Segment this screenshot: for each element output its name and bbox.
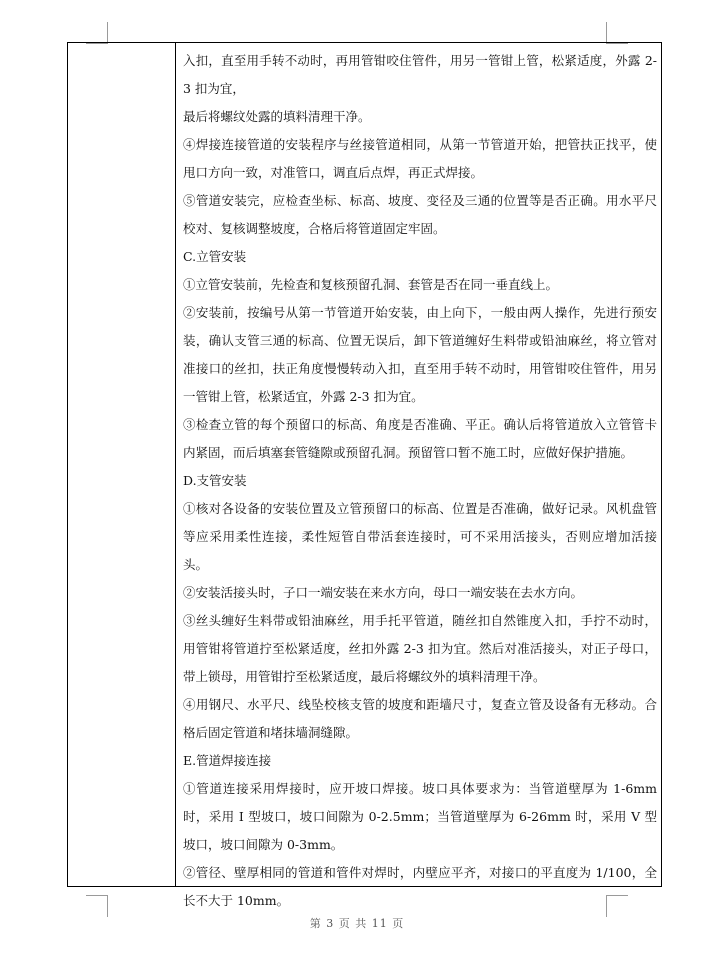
paragraph: ②安装前，按编号从第一节管道开始安装，由上向下，一般由两人操作，先进行预安装，确认支管三通的标高、位置无误后，卸下管道缠好生料带或铅油麻丝，将立管对准接口的丝扣，扶正角度慢慢转动入扣，直至用手转不动时，用管钳咬住管件，用另一管钳上管，松紧适宜，外露 2-3 扣为宜。 [183, 305, 657, 404]
paragraph: 入扣，直至用手转不动时，再用管钳咬住管件，用另一管钳上管，松紧适度，外露 2-3 扣为宜， [183, 53, 657, 96]
paragraph: ①管道连接采用焊接时，应开坡口焊接。坡口具体要求为：当管道壁厚为 1-6mm 时，采用 I 型坡口，坡口间隙为 0-2.5mm；当管道壁厚为 6-26mm 时，采用 V 型坡口，坡口间隙为 0-3mm。 [183, 781, 657, 852]
table-content-cell [183, 47, 657, 915]
section-heading: D.支管安装 [183, 473, 247, 488]
paragraph: ②管径、壁厚相同的管道和管件对焊时，内壁应平齐，对接口的平直度为 1/100，全长不大于 10mm。 [183, 865, 657, 908]
paragraph: ③检查立管的每个预留口的标高、角度是否准确、平正。确认后将管道放入立管管卡内紧固，而后填塞套管缝隙或预留孔洞。预留管口暂不施工时，应做好保护措施。 [183, 417, 657, 460]
table-left-cell [68, 43, 176, 886]
crop-mark-bottom-left-v [107, 895, 108, 917]
document-table [67, 42, 662, 908]
paragraph: ①核对各设备的安装位置及立管预留口的标高、位置是否准确，做好记录。风机盘管等应采用柔性连接，柔性短管自带活套连接时，可不采用活接头，否则应增加活接头。 [183, 501, 657, 572]
paragraph: 最后将螺纹处露的填料清理干净。 [183, 109, 371, 124]
paragraph: ⑤管道安装完，应检查坐标、标高、坡度、变径及三通的位置等是否正确。用水平尺校对、复核调整坡度，合格后将管道固定牢固。 [183, 193, 657, 236]
section-heading: C.立管安装 [183, 249, 247, 264]
crop-mark-bottom-left-h [86, 895, 108, 896]
page-number: 第 3 页 共 11 页 [309, 917, 405, 930]
paragraph: ③丝头缠好生料带或铅油麻丝，用手托平管道，随丝扣自然锥度入扣，手拧不动时，用管钳将管道拧至松紧适度，丝扣外露 2-3 扣为宜。然后对准活接头，对正子母口，带上锁母，用管钳拧至松紧适度，最后将螺纹外的填料清理干净。 [183, 613, 657, 684]
section-heading: E.管道焊接连接 [183, 753, 272, 768]
crop-mark-top-right-v [606, 22, 607, 44]
crop-mark-top-left-v [107, 22, 108, 44]
paragraph: ④用钢尺、水平尺、线坠校核支管的坡度和距墙尺寸，复查立管及设备有无移动。合格后固定管道和堵抹墙洞缝隙。 [183, 697, 657, 740]
paragraph: ④焊接连接管道的安装程序与丝接管道相同，从第一节管道开始，把管扶正找平，使甩口方向一致，对准管口，调直后点焊，再正式焊接。 [183, 137, 657, 180]
paragraph: ②安装活接头时，子口一端安装在来水方向，母口一端安装在去水方向。 [183, 585, 584, 600]
paragraph: ①立管安装前，先检查和复核预留孔洞、套管是否在同一垂直线上。 [183, 277, 559, 292]
